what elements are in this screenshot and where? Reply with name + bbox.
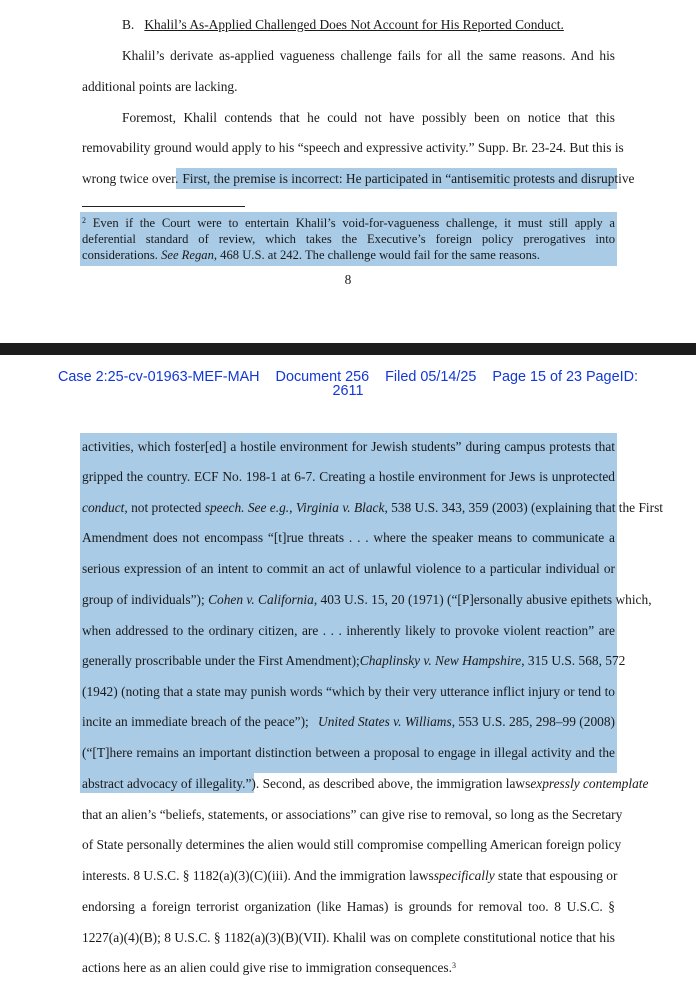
highlighted-text: First, the premise is incorrect: He participated in “antisemitic protests and disruptive (182, 171, 635, 186)
emphasis: conduct (82, 500, 125, 515)
paragraph-line: activities, which foster[ed] a hostile environment for Jewish students” during campus protests that (82, 439, 615, 454)
paragraph-line: Khalil’s derivate as-applied vagueness challenge fails for all the same reasons. And his (122, 48, 615, 63)
case-citation: speech. See e.g., Virginia v. Black (204, 500, 385, 515)
paragraph-line: generally proscribable under the First Amendment); Chaplinsky v. New Hampshire, 315 U.S. 568, 572 (82, 653, 626, 668)
footnote-rule (82, 206, 245, 207)
footnote-marker: 2 (82, 216, 86, 225)
page-divider (0, 343, 696, 355)
case-citation: Cohen v. California (208, 592, 314, 607)
case-citation: United States v. Williams (318, 714, 452, 729)
paragraph-line: Amendment does not encompass “[t]rue threats . . . where the speaker means to communicate a (82, 530, 615, 545)
paragraph-line: serious expression of an intent to commit an act of unlawful violence to a particular individual or (82, 561, 615, 576)
footnote-line: considerations. See Regan, 468 U.S. at 242. The challenge would fail for the same reasons. (82, 248, 540, 262)
footnote-line: deferential standard of review, which takes the Executive’s foreign policy prerogatives into (82, 232, 615, 246)
previous-page (0, 0, 696, 343)
paragraph-line: (“[T]here remains an important distinction between a proposal to engage in illegal activity and the (82, 745, 615, 760)
section-heading-text: Khalil’s As-Applied Challenged Does Not Account for His Reported Conduct. (144, 17, 564, 32)
paragraph-line: actions here as an alien could give rise to immigration consequences.$^3$ (82, 960, 456, 975)
footnote-line: $^2$ Even if the Court were to entertain Khalil’s void-for-vagueness challenge, it must still apply a (82, 216, 615, 230)
footnote-reference[interactable]: 3 (451, 961, 456, 970)
page-number: 8 (344, 272, 352, 287)
highlighted-text: abstract advocacy of illegality.”) (82, 776, 256, 791)
paragraph-line: 1227(a)(4)(B); 8 U.S.C. § 1182(a)(3)(B)(VII). Khalil was on complete constitutional notice that his (82, 930, 615, 945)
emphasis: expressly contemplate (530, 776, 649, 791)
paragraph-line: Foremost, Khalil contends that he could not have possibly been on notice that this (122, 110, 615, 125)
paragraph-line: abstract advocacy of illegality.”). Second, as described above, the immigration laws expressly contemplate (82, 776, 649, 791)
paragraph-line: of State personally determines the alien would still compromise compelling American foreign policy (82, 837, 622, 852)
paragraph-line: (1942) (noting that a state may punish words “which by their very utterance inflict injury or tend to (82, 684, 615, 699)
case-citation: See Regan (161, 248, 214, 262)
paragraph-line: gripped the country. ECF No. 198-1 at 6-7. Creating a hostile environment for Jews is unprotected (82, 469, 615, 484)
paragraph-line: that an alien’s “beliefs, statements, or associations” can give rise to removal, so long as the Secretary (82, 807, 623, 822)
paragraph-line: endorsing a foreign terrorist organization (like Hamas) is grounds for removal too. 8 U.S.C. § (82, 899, 615, 914)
paragraph-line: when addressed to the ordinary citizen, are . . . inherently likely to provoke violent reaction” are (82, 623, 615, 638)
paragraph-line: group of individuals”); Cohen v. California, 403 U.S. 15, 20 (1971) (“[P]ersonally abusive epithets which, (82, 592, 652, 607)
case-header: Case 2:25-cv-01963-MEF-MAH Document 256 Filed 05/14/25 Page 15 of 23 PageID: (58, 369, 638, 385)
section-heading: B. Khalil’s As-Applied Challenged Does Not Account for His Reported Conduct. (122, 17, 564, 32)
emphasis: specifically (433, 868, 495, 883)
paragraph-line: conduct, not protected speech. See e.g., Virginia v. Black, 538 U.S. 343, 359 (2003) (explaining that the First (82, 500, 664, 515)
paragraph-line: additional points are lacking. (82, 79, 238, 94)
case-citation: Chaplinsky v. New Hampshire (359, 653, 522, 668)
case-header-pageid: 2611 (332, 383, 364, 399)
paragraph-line: removability ground would apply to his “speech and expressive activity.” Supp. Br. 23-24. But this is (82, 140, 624, 155)
paragraph-line: wrong twice over. First, the premise is incorrect: He participated in “antisemitic protests and disruptive (82, 171, 635, 186)
paragraph-line: incite an immediate breach of the peace”); United States v. Williams, 553 U.S. 285, 298–99 (2008) (82, 714, 615, 729)
paragraph-line: interests. 8 U.S.C. § 1182(a)(3)(C)(iii). And the immigration laws specifically state that espousing or (82, 868, 618, 883)
